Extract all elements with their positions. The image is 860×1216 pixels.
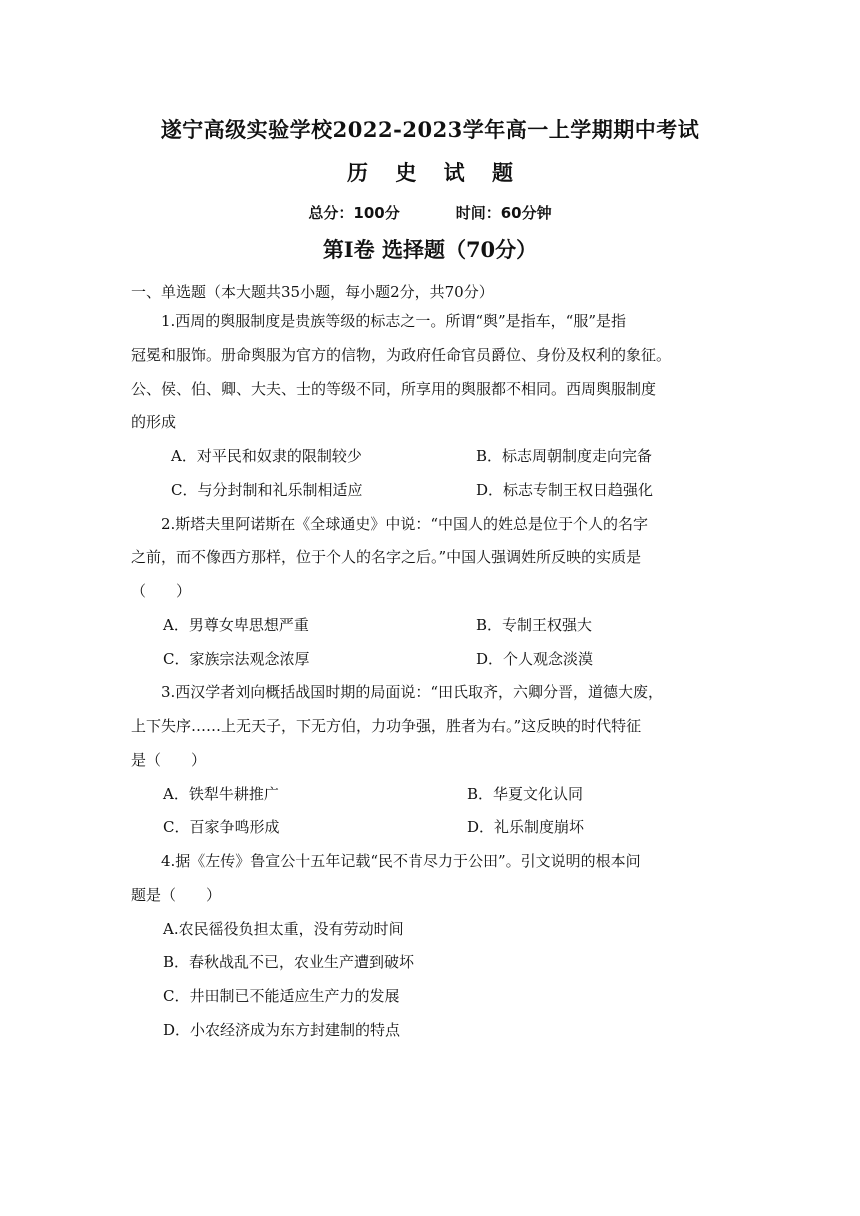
question-1-option-d: D．标志专制王权日趋强化 (476, 481, 654, 499)
question-1-option-a: A．对平民和奴隶的限制较少 (171, 447, 362, 465)
question-4-option-d: D．小农经济成为东方封建制的特点 (163, 1021, 401, 1039)
subject-char: 史 (395, 160, 417, 185)
question-2-text: 之前，而不像西方那样，位于个人的名字之后。”中国人强调姓所反映的实质是 (131, 548, 642, 566)
question-1-option-c: C．与分封制和礼乐制相适应 (171, 481, 363, 499)
question-2-text: （ ） (131, 582, 192, 600)
subject-char: 历 (347, 160, 369, 185)
question-3-text: 是（ ） (131, 751, 207, 769)
question-2-option-a: A．男尊女卑思想严重 (163, 616, 309, 634)
question-4-text: 题是（ ） (131, 886, 222, 904)
part-heading: 一、单选题（本大题共35小题，每小题2分，共70分） (131, 283, 494, 301)
exam-title: 遂宁高级实验学校2022-2023学年高一上学期期中考试 (160, 117, 700, 142)
section-heading: 第Ⅰ卷 选择题（70分） (322, 237, 538, 262)
exam-time: 时间：60分钟 (455, 204, 552, 222)
question-2-text: 2.斯塔夫里阿诺斯在《全球通史》中说：“中国人的姓总是位于个人的名字 (161, 515, 648, 533)
question-3-text: 上下失序……上无天子，下无方伯，力功争强，胜者为右。”这反映的时代特征 (131, 717, 642, 735)
question-4-option-b: B．春秋战乱不已，农业生产遭到破坏 (163, 953, 415, 971)
question-3-option-b: B．华夏文化认同 (467, 785, 584, 803)
question-4-option-c: C．井田制已不能适应生产力的发展 (163, 987, 400, 1005)
question-3-option-c: C．百家争鸣形成 (163, 818, 280, 836)
question-4-option-a: A.农民徭役负担太重，没有劳动时间 (163, 920, 404, 938)
question-1-text: 冠冕和服饰。册命舆服为官方的信物，为政府任命官员爵位、身份及权利的象征。 (131, 346, 672, 364)
question-3-text: 3.西汉学者刘向概括战国时期的局面说：“田氏取齐，六卿分晋，道德大废， (161, 683, 663, 701)
question-2-option-c: C．家族宗法观念浓厚 (163, 650, 310, 668)
question-2-option-b: B．专制王权强大 (476, 616, 593, 634)
subject-char: 试 (443, 160, 465, 185)
question-4-text: 4.据《左传》鲁宣公十五年记载“民不肯尽力于公田”。引文说明的根本问 (161, 852, 641, 870)
question-1-text: 公、侯、伯、卿、大夫、士的等级不同，所享用的舆服都不相同。西周舆服制度 (131, 380, 657, 398)
subject-char: 题 (491, 160, 513, 185)
exam-meta (0, 202, 860, 223)
question-1-text: 1.西周的舆服制度是贵族等级的标志之一。所谓“舆”是指车，“服”是指 (161, 312, 626, 330)
total-score: 总分：100分 (308, 204, 400, 222)
subject-heading (0, 157, 860, 187)
question-3-option-d: D．礼乐制度崩坏 (467, 818, 585, 836)
question-2-option-d: D．个人观念淡漠 (476, 650, 594, 668)
question-1-text: 的形成 (131, 413, 177, 431)
question-1-option-b: B．标志周朝制度走向完备 (476, 447, 653, 465)
question-3-option-a: A．铁犁牛耕推广 (163, 785, 279, 803)
